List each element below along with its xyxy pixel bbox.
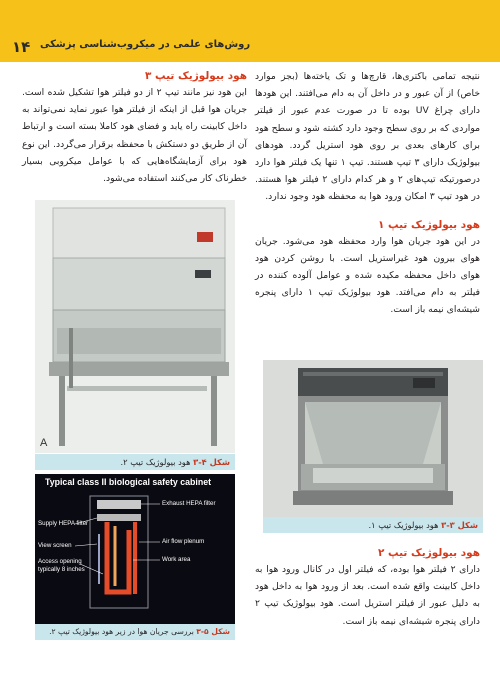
type2-heading: هود بیولوژیک تیپ ۲ [377,547,480,559]
type1-paragraph: در این هود جریان هوا وارد محفظه هود می‌شود. جریان هوای بیرون هود غیراستریل است. با روشن کردن هود هوای داخل محفظه مکیده شده و عوامل آلوده کننده در فیلتر به دام می‌افتد. هود بیولوژیک تیپ ۱ دارای پنجره شیشه‌ای نیمه باز است. [255,235,481,316]
airflow-diagram-graphic [35,474,235,624]
type3-heading: هود بیولوژیک تیپ ۳ [144,70,247,82]
figure-3-3-caption: شکل ۳-۳ هود بیولوژیک تیپ ۱. [263,517,483,533]
label-air-flow-plenum: Air flow plenum [162,538,205,545]
figure-3-5-caption: شکل ۵-۳ بررسی جریان هوا در زیر هود بیولوژیک تیپ ۲. [35,624,235,640]
label-access-opening: Access opening [38,558,82,565]
chapter-title: روش‌های علمی در میکروب‌شناسی پزشکی [40,39,251,50]
type2-paragraph: دارای ۲ فیلتر هوا بوده، که فیلتر اول در کانال ورود هوا به داخل کابینت واقع شده است. بعد از ورود هوا به داخل هود به دلیل عبور از فیلتر استریل است. هود بیولوژیک تیپ ۲ دارای پنجره شیشه‌ای نیمه باز است. [255,564,480,627]
photo-letter-a: A [40,437,48,449]
figure-airflow-diagram [35,474,235,624]
type1-hood-illustration [263,360,483,517]
label-supply-filter: Supply HEPA filter [38,520,89,527]
type1-heading: هود بیولوژیک تیپ ۱ [377,218,480,231]
label-access-opening-size: typically 8 inches [38,566,85,573]
figure-3-4-caption: شکل ۴-۳ هود بیولوژیک تیپ ۲. [35,454,235,470]
page-header [0,0,500,62]
type2-hood-illustration [35,200,235,453]
figure-type2-hood-photo [35,200,235,453]
left-column [22,68,247,187]
type3-paragraph: این هود نیز مانند تیپ ۲ از دو فیلتر هوا تشکیل شده است. جریان هوا قبل از اینکه از فیلتر هوا عبور نماید نمی‌تواند به داخل کابینت راه یابد و فضای هود کاملا بسته است و ارتباط آن از طریق دو دستکش با محفظه برقرار می‌گردد. این نوع هود برای آزمایشگاه‌هایی که با عوامل میکروبی بسیار خطرناک کار می‌کنند استفاده می‌شود. [22,87,247,185]
right-column [255,68,480,319]
figure-type1-hood-photo [263,360,483,517]
label-exhaust-filter: Exhaust HEPA filter [162,500,216,507]
label-work-area: Work area [162,556,191,563]
right-column-bottom [255,545,480,630]
label-view-screen: View screen [38,542,72,549]
diagram-title: Typical class II biological safety cabinet [45,477,212,487]
page-number: ۱۴ [12,38,31,56]
intro-paragraph: نتیجه تمامی باکتری‌ها، قارچ‌ها و تک یاخته‌ها (بجز موارد خاص) از آن عبور و در داخل آن به دام می‌افتند. این هودها دارای چراغ UV بوده تا در صورت عدم عبور از فیلتر مواردی که بر روی سطح وجود دارد کشته شود و سطح هود برای کارهای بعدی بر روی هود استریل گردد. هودهای بیولوژیک دارای ۳ تیپ هستند. تیپ ۱ تنها یک فیلتر هوا دارد درصورتیکه تیپ‌های ۲ و هر کدام دارای ۲ فیلتر هوا هستند. در هود تیپ ۳ امکان ورود هوا به محفظه هود وجود ندارد. [255,71,481,203]
